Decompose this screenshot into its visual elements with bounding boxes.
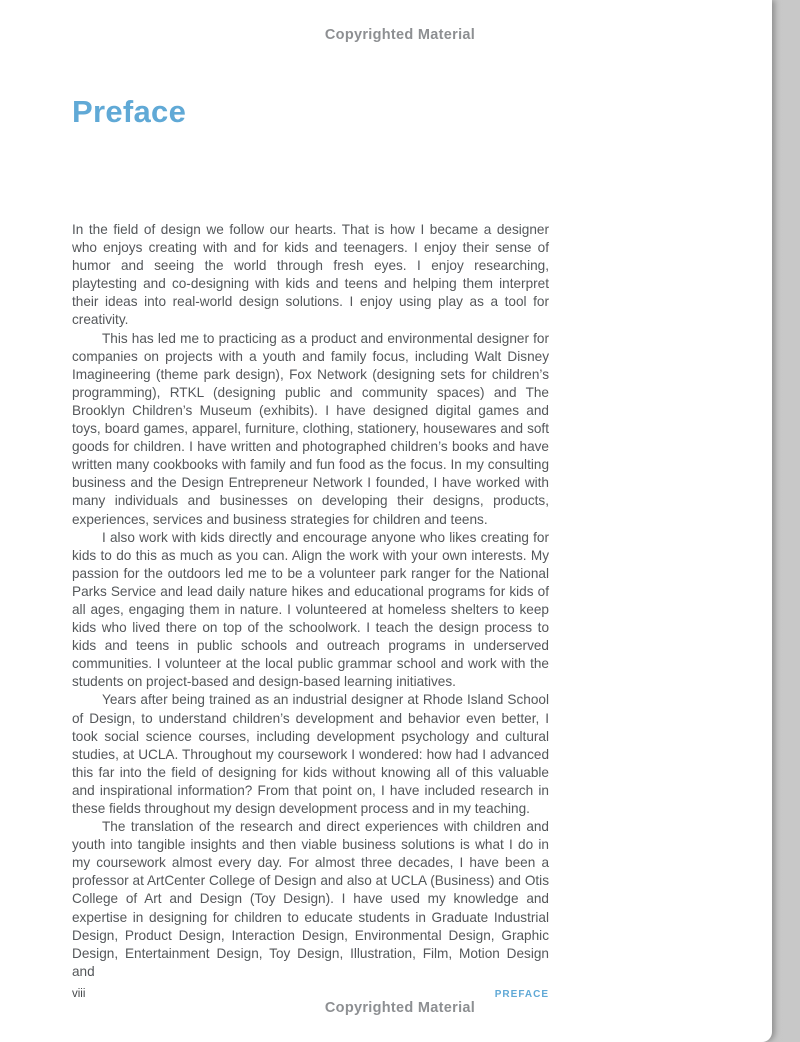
page-number: viii bbox=[72, 988, 86, 1000]
paragraph-2: This has led me to practicing as a product and environmental designer for companies on projects with a youth and family focus, including Walt Disney Imagineering (theme park design), Fox Network (designing sets for children’s programming), RTKL (designing public and community spaces) and The Brooklyn Children’s Museum (exhibits). I have designed digital games and toys, board games, apparel, furniture, clothing, stationery, housewares and soft goods for children. I have written and photographed children’s books and have written many cookbooks with family and fun food as the focus. In my consulting business and the Design Entrepreneur Network I founded, I have worked with many individuals and businesses on developing their designs, products, experiences, services and business strategies for children and teens. bbox=[72, 330, 549, 527]
paragraph-4: Years after being trained as an industrial designer at Rhode Island School of Design, to understand children’s development and behavior even better, I took social science courses, including development psychology and cultural studies, at UCLA. Throughout my coursework I wondered: how had I advanced this far into the field of designing for kids without knowing all of this valuable and inspirational information? From that point on, I have included research in these fields throughout my design development process and in my teaching. bbox=[72, 692, 549, 816]
paragraph-1: In the field of design we follow our hearts. That is how I became a designer who enjoys creating with and for kids and teenagers. I enjoy their sense of humor and seeing the world through fresh eyes. I enjoy researching, playtesting and co-designing with kids and teens and helping them interpret their ideas into real-world design solutions. I enjoy using play as a tool for creativity. bbox=[72, 222, 549, 328]
page-title: Preface bbox=[72, 94, 187, 129]
preface-body bbox=[72, 221, 549, 981]
paragraph-3: I also work with kids directly and encourage anyone who likes creating for kids to do this as much as you can. Align the work with your own interests. My passion for the outdoors led me to be a volunteer park ranger for the National Parks Service and lead daily nature hikes and educational programs for kids of all ages, engaging them in nature. I volunteered at homeless shelters to keep kids who lived there on top of the schoolwork. I teach the design process to kids and teens in public schools and outreach programs in underserved communities. I volunteer at the local public grammar school and work with the students on project-based and design-based learning initiatives. bbox=[72, 529, 549, 690]
copyright-notice-bottom: Copyrighted Material bbox=[324, 1000, 476, 1016]
page-footer bbox=[72, 988, 549, 1000]
paragraph-5: The translation of the research and direct experiences with children and youth into tangible insights and then viable business solutions is what I do in my coursework almost every day. For almost three decades, I have been a professor at ArtCenter College of Design and also at UCLA (Business) and Otis College of Art and Design (Toy Design). I have used my knowledge and expertise in designing for children to educate students in Graduate Industrial Design, Product Design, Interaction Design, Environmental Design, Graphic Design, Entertainment Design, Toy Design, Illustration, Film, Motion Design and bbox=[72, 819, 549, 979]
copyright-notice-top: Copyrighted Material bbox=[324, 27, 476, 43]
footer-section-label: PREFACE bbox=[494, 989, 549, 1000]
